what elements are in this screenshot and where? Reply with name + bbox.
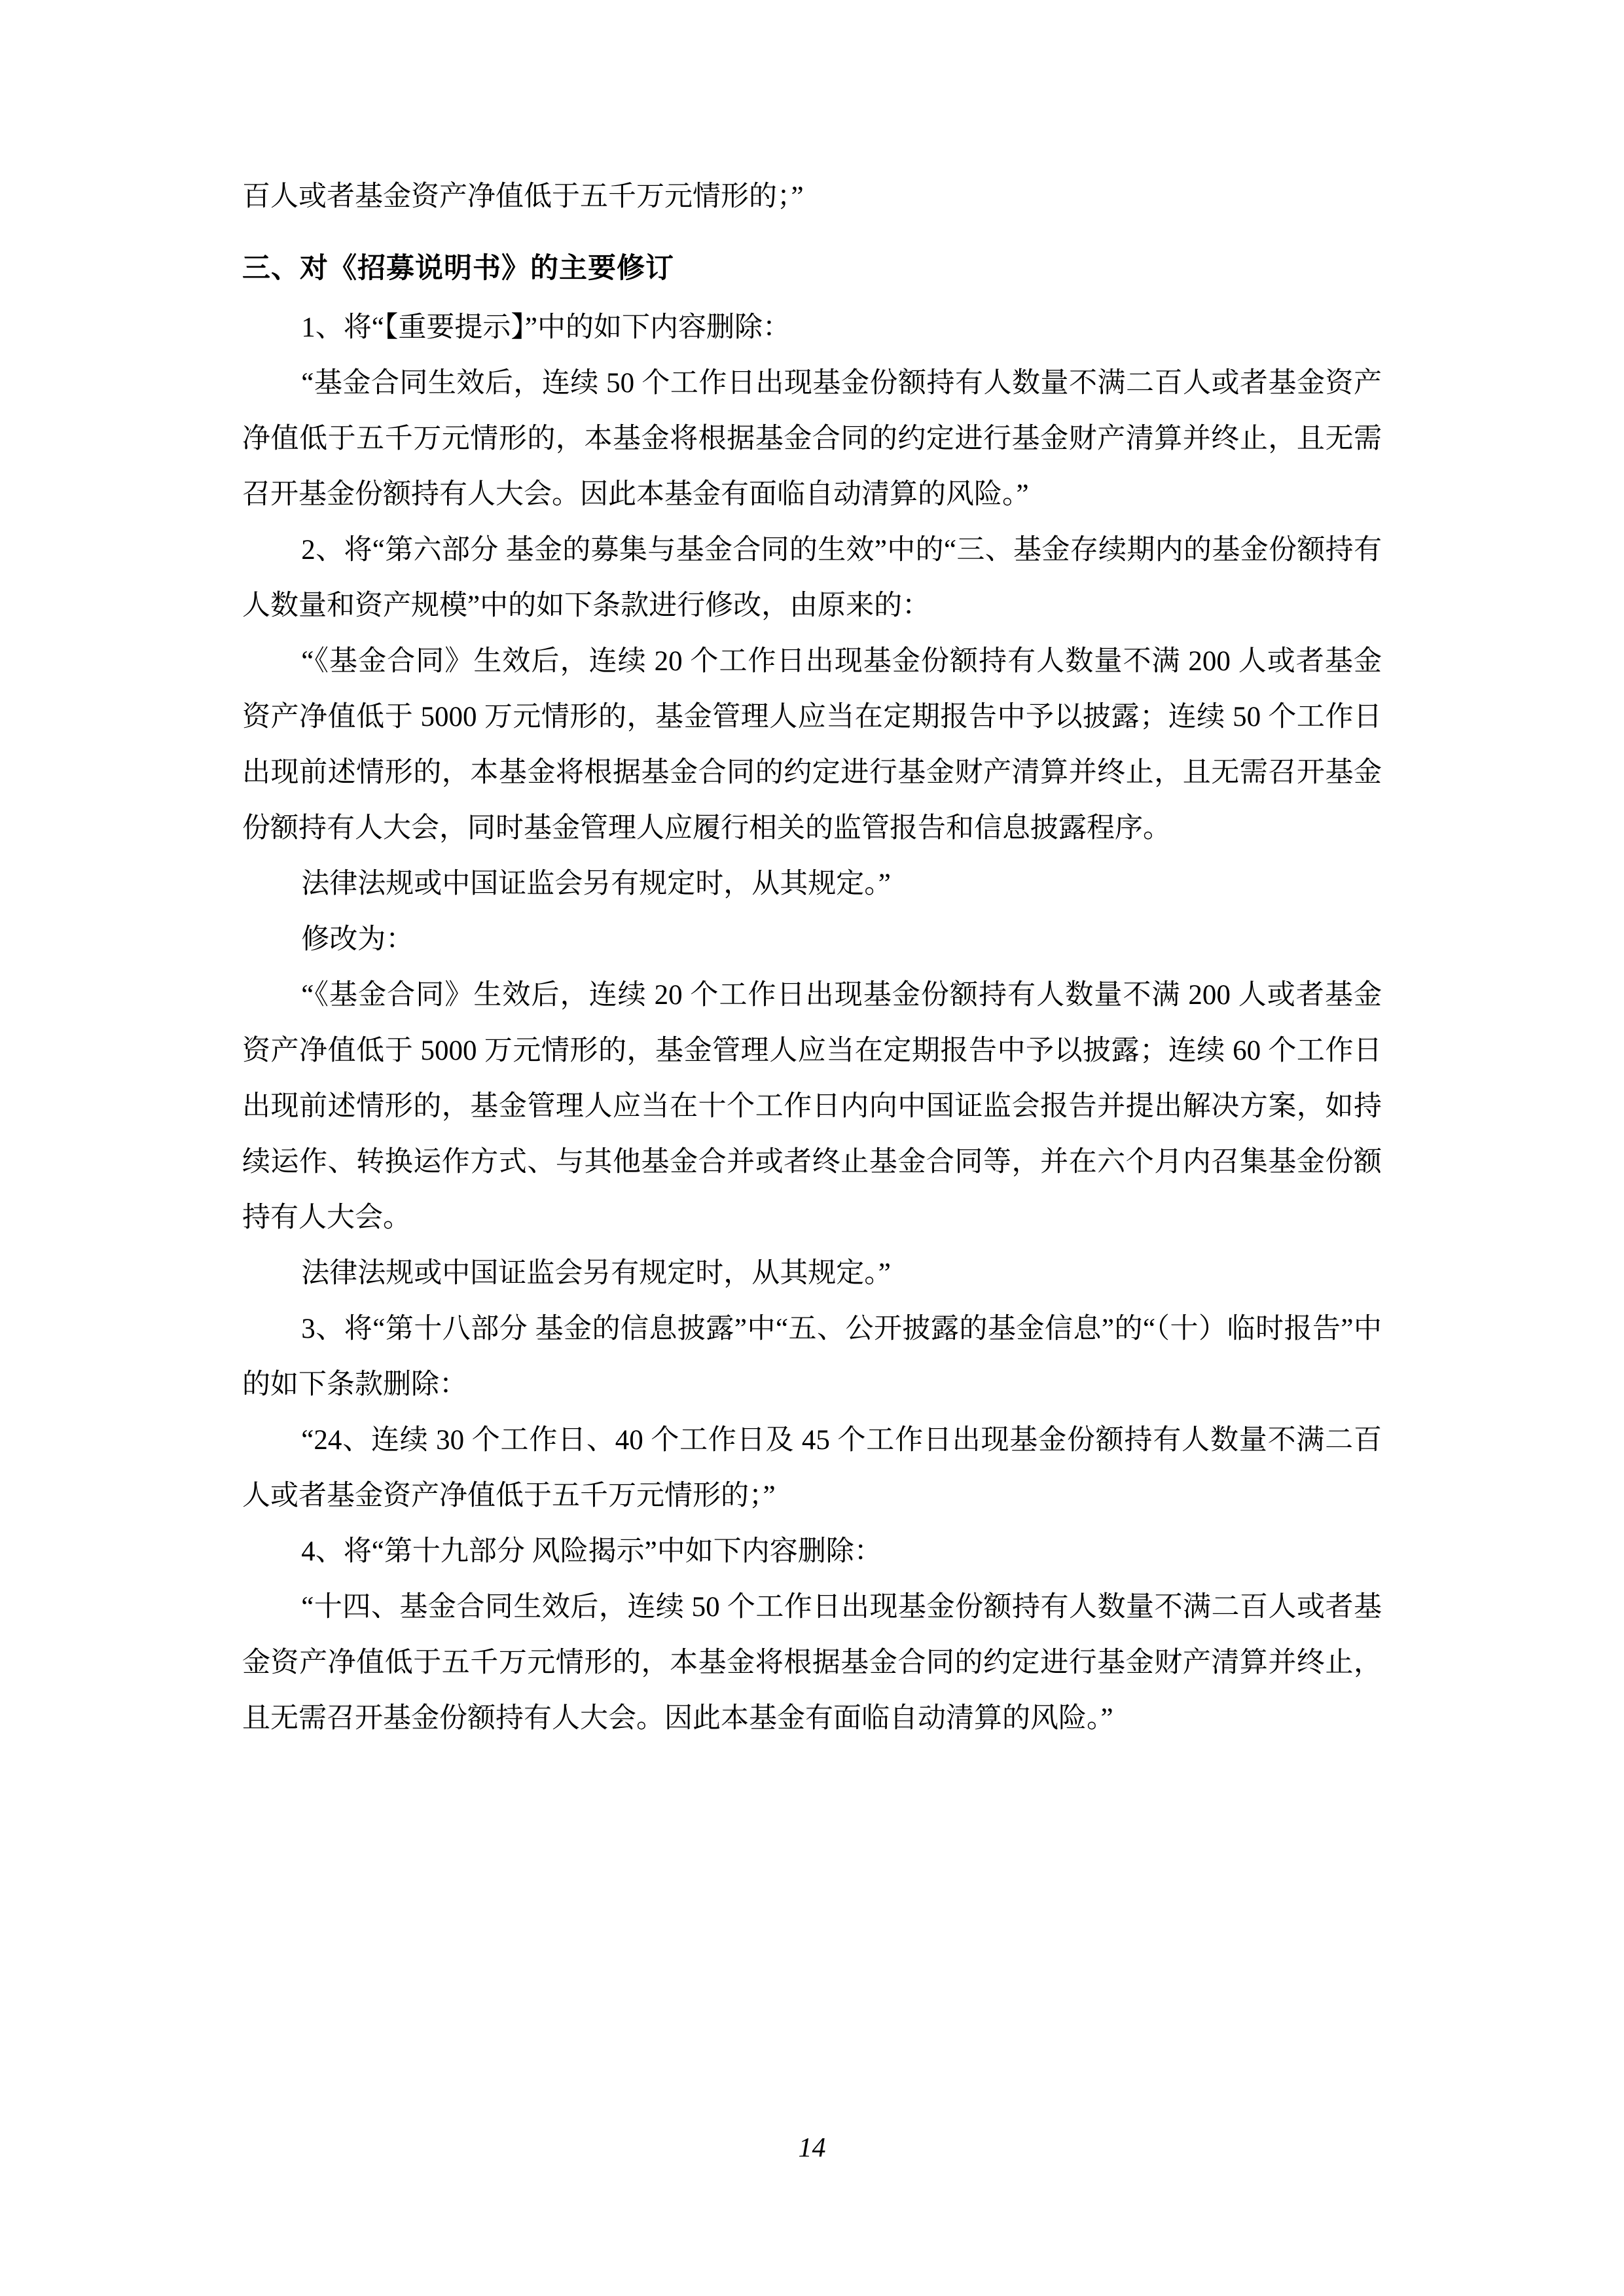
paragraph-quote: “《基金合同》生效后，连续 20 个工作日出现基金份额持有人数量不满 200 人或者基金资产净值低于 5000 万元情形的，基金管理人应当在定期报告中予以披露；连续 50 个工作日出现前述情形的，本基金将根据基金合同的约定进行基金财产清算并终止，且无需召开基金份额持有人大会，同时基金管理人应履行相关的监管报告和信息披露程序。 <box>242 646 1382 844</box>
paragraph-transition: 修改为： <box>301 924 414 955</box>
paragraph-quote: 法律法规或中国证监会另有规定时，从其规定。” <box>301 1258 891 1289</box>
paragraph-item-4: 4、将“第十九部分 风险揭示”中如下内容删除： <box>301 1536 882 1567</box>
paragraph-quote: “《基金合同》生效后，连续 20 个工作日出现基金份额持有人数量不满 200 人或者基金资产净值低于 5000 万元情形的，基金管理人应当在定期报告中予以披露；连续 60 个工作日出现前述情形的，基金管理人应当在十个工作日内向中国证监会报告并提出解决方案，如持续运作、转换运作方式、与其他基金合并或者终止基金合同等，并在六个月内召集基金份额持有人大会。 <box>242 980 1382 1233</box>
paragraph-item-1: 1、将“【重要提示】”中的如下内容删除： <box>301 312 791 343</box>
page-number: 14 <box>798 2133 826 2163</box>
section-heading: 三、对《招募说明书》的主要修订 <box>242 253 674 284</box>
paragraph-quote: 法律法规或中国证监会另有规定时，从其规定。” <box>301 869 891 899</box>
page-footer <box>0 2121 1624 2176</box>
paragraph-item-2: 2、将“第六部分 基金的募集与基金合同的生效”中的“三、基金存续期内的基金份额持有人数量和资产规模”中的如下条款进行修改，由原来的： <box>242 535 1382 621</box>
paragraph-quote: “24、连续 30 个工作日、40 个工作日及 45 个工作日出现基金份额持有人数量不满二百人或者基金资产净值低于五千万元情形的；” <box>242 1425 1382 1511</box>
paragraph-quote: “基金合同生效后，连续 50 个工作日出现基金份额持有人数量不满二百人或者基金资产净值低于五千万元情形的，本基金将根据基金合同的约定进行基金财产清算并终止，且无需召开基金份额持有人大会。因此本基金有面临自动清算的风险。” <box>242 368 1382 510</box>
paragraph-quote: “十四、基金合同生效后，连续 50 个工作日出现基金份额持有人数量不满二百人或者基金资产净值低于五千万元情形的，本基金将根据基金合同的约定进行基金财产清算并终止，且无需召开基金份额持有人大会。因此本基金有面临自动清算的风险。” <box>242 1592 1382 1734</box>
document-body <box>242 169 1382 1746</box>
paragraph-continuation: 百人或者基金资产净值低于五千万元情形的；” <box>242 181 804 212</box>
paragraph-item-3: 3、将“第十八部分 基金的信息披露”中“五、公开披露的基金信息”的“（十）临时报告”中的如下条款删除： <box>242 1314 1382 1400</box>
